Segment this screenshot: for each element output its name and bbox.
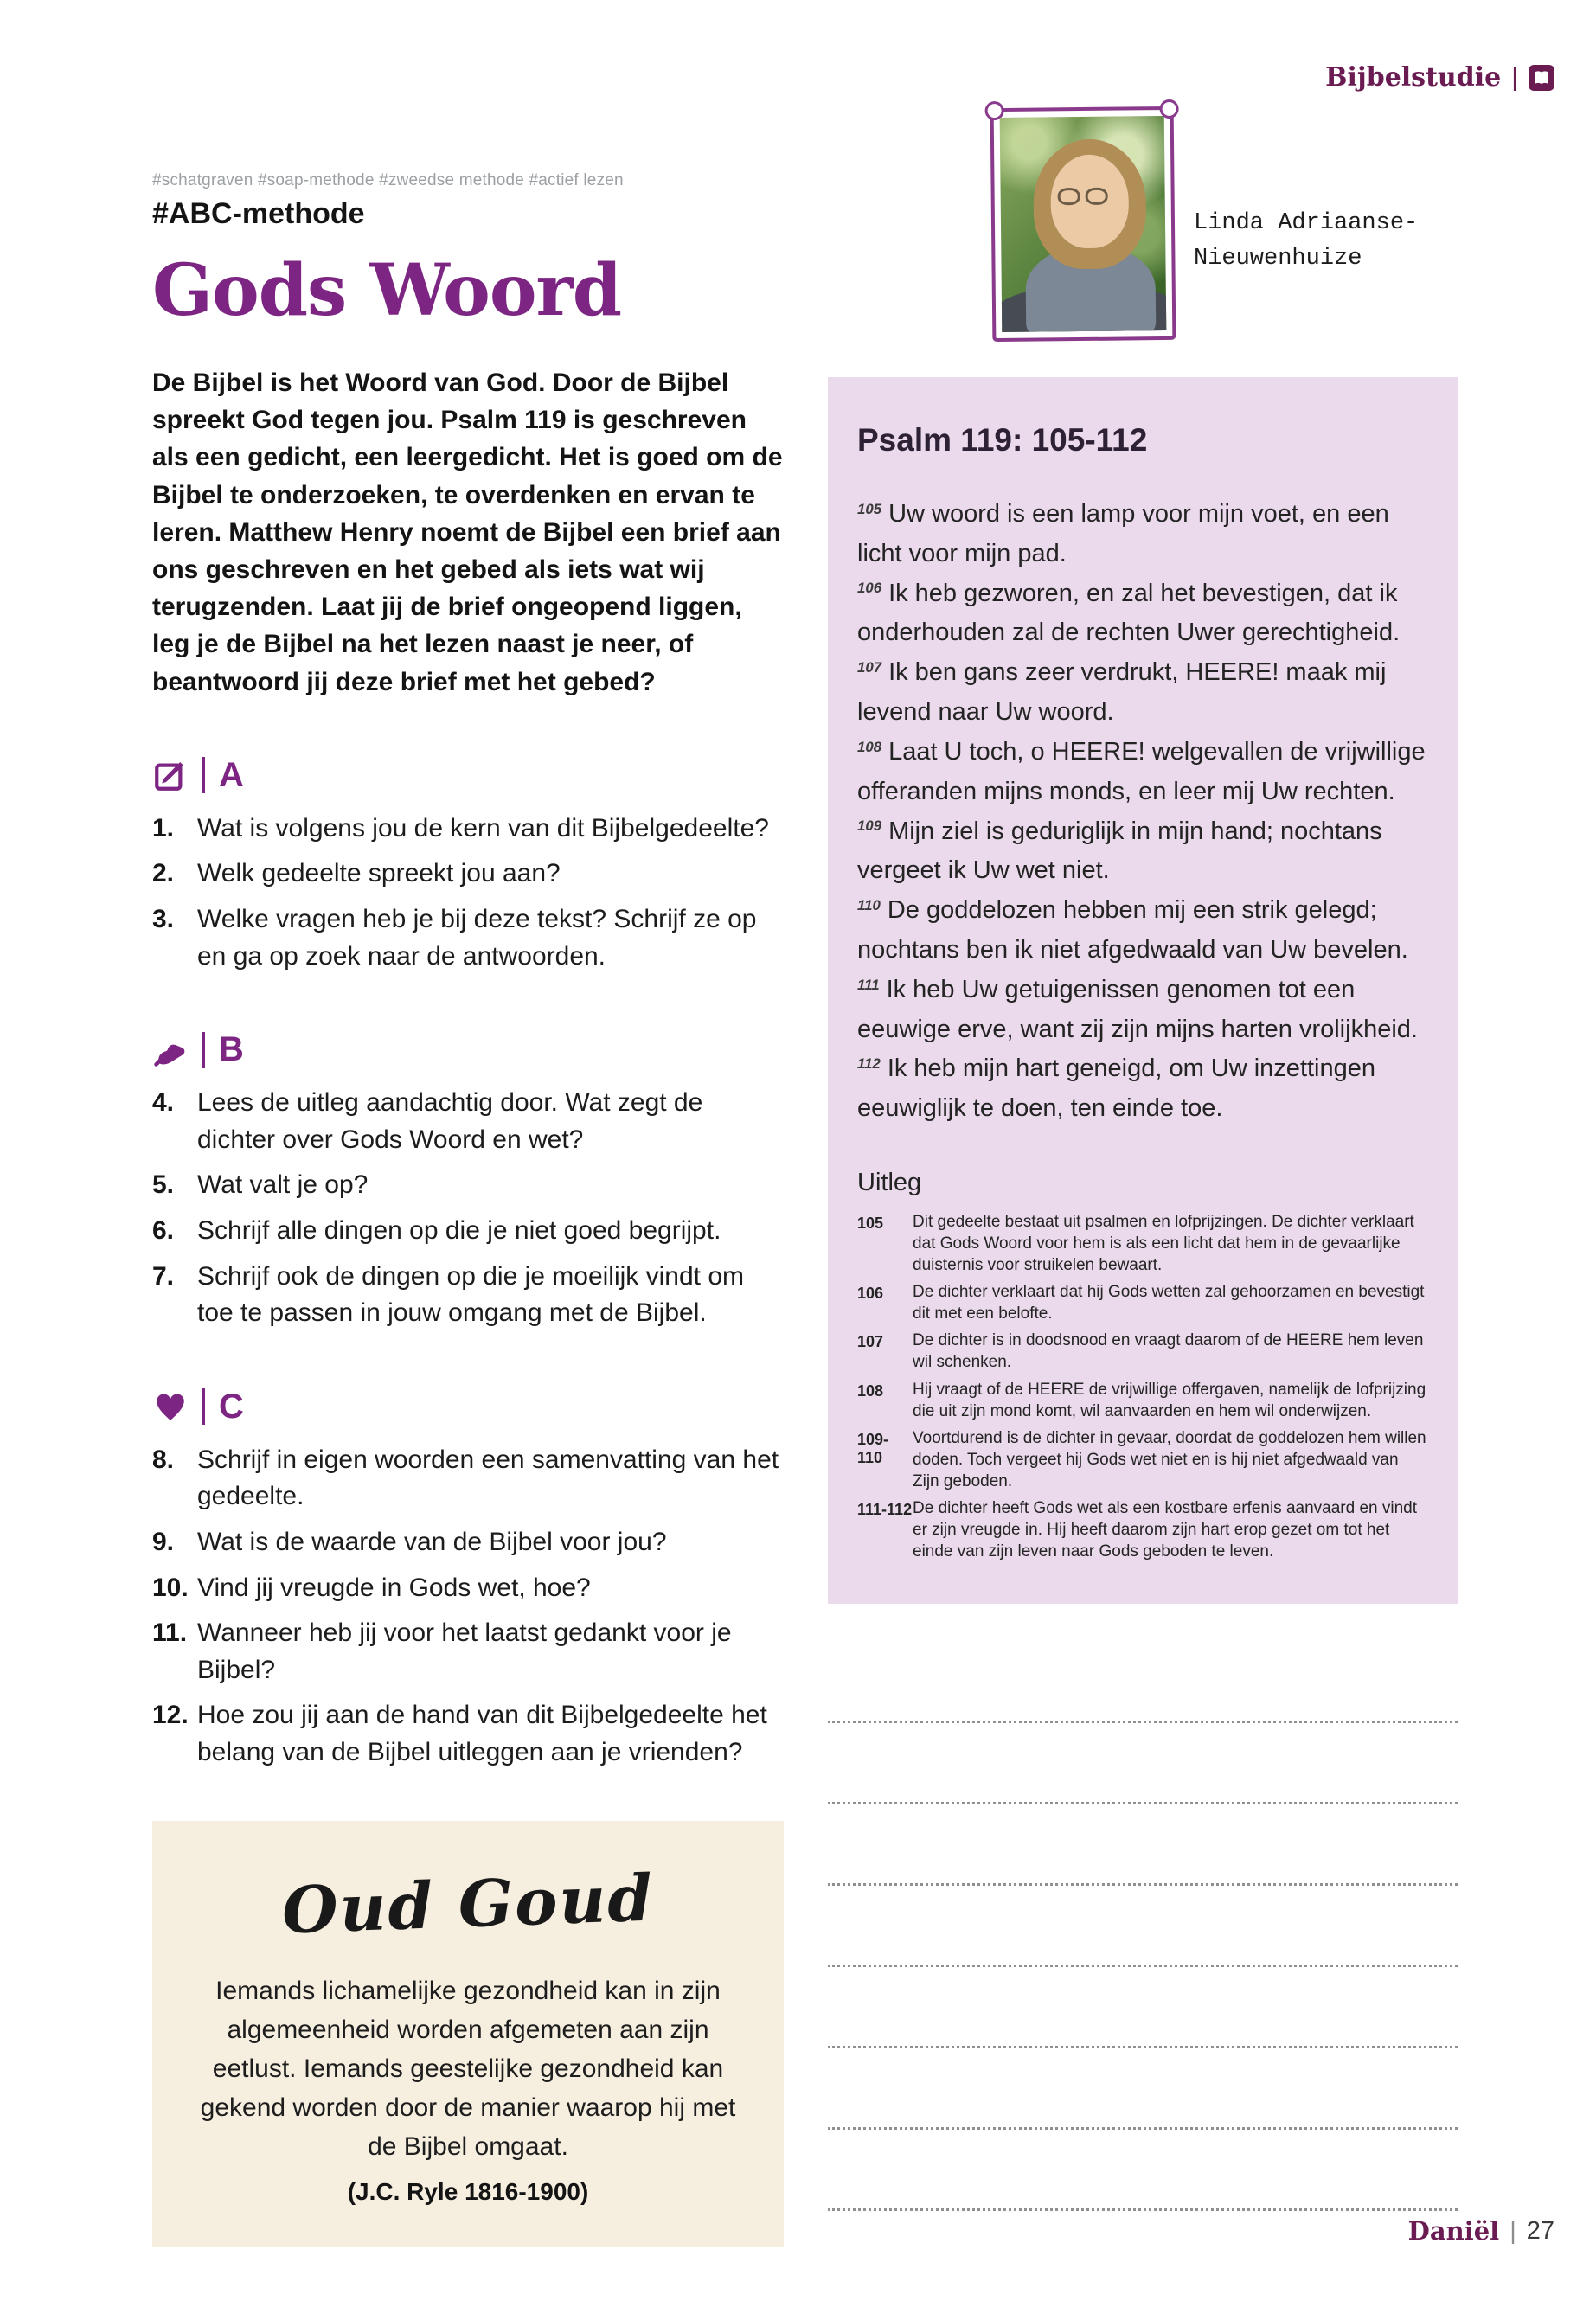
uitleg-row [857,1427,1428,1492]
question-number: 2. [152,859,175,888]
verse-number: 109 [857,817,882,835]
section-a [152,756,784,975]
author-name [1194,206,1418,276]
magazine-logo-icon [1529,65,1554,91]
verse-text: De goddelozen hebben mij een strik gelegd; nochtans ben ik niet afgedwaald van Uw bevelen. [857,896,1408,964]
question-list-b [152,1085,784,1332]
verse-text: Ik ben gans zeer verdrukt, HEERE! maak mij levend naar Uw woord. [857,658,1387,727]
question-item [152,1213,784,1250]
uitleg-text: De dichter heeft Gods wet als een kostbare erfenis aanvaard en vindt er zijn vreugde in. Hij heeft daarom zijn hart erop gezet om tot het einde van zijn leven naar Gods geboden te leven. [913,1498,1418,1561]
uitleg-row [857,1379,1428,1422]
uitleg-ref: 108 [857,1381,884,1400]
article-title: Gods Woord [152,249,622,332]
question-text: Hoe zou jij aan de hand van dit Bijbelgedeelte het belang van de Bijbel uitleggen aan je vrienden? [197,1701,767,1766]
question-list-a [152,811,784,975]
verse-text: Laat U toch, o HEERE! welgevallen de vrijwillige offeranden mijns monds, en leer mij Uw rechten. [857,737,1426,805]
question-item [152,901,784,975]
question-number: 8. [152,1445,175,1474]
psalm-box-title: Psalm 119: 105-112 [857,422,1148,458]
uitleg-text: De dichter is in doodsnood en vraagt daarom of de HEERE hem leven wil schenken. [913,1331,1424,1372]
section-divider [202,1388,205,1425]
question-text: Welk gedeelte spreekt jou aan? [197,859,561,888]
question-text: Wat is volgens jou de kern van dit Bijbelgedeelte? [197,813,769,843]
verse-text: Ik heb Uw getuigenissen genomen tot een eeuwige erve, want zij zijn mijns harten vrolijkheid. [857,975,1418,1043]
psalm-verse [857,495,1428,574]
question-number: 3. [152,904,175,933]
uitleg-ref: 107 [857,1333,884,1351]
question-text: Wanneer heb jij voor het laatst gedankt voor je Bijbel? [197,1618,732,1684]
footer-page-number: 27 [1526,2216,1554,2245]
question-list-c [152,1442,784,1772]
hashtag-method: #ABC-methode [152,197,365,230]
page-header [1325,62,1554,93]
question-item [152,1259,784,1332]
verse-text: Mijn ziel is geduriglijk in mijn hand; nochtans vergeet ik Uw wet niet. [857,817,1382,885]
uitleg-text: Hij vraagt of de HEERE de vrijwillige offergaven, namelijk de lofprijzing die uit zijn mond komt, wil aanvaarden en hem wil onderwijzen. [913,1380,1426,1420]
verse-number: 110 [857,896,881,913]
header-label: Bijbelstudie [1325,62,1502,93]
note-line [828,1642,1458,1723]
question-text: Schrijf alle dingen op die je niet goed begrijpt. [197,1215,721,1245]
portrait-photo-frame [990,106,1176,342]
uitleg-ref: 109-110 [857,1430,889,1466]
uitleg-row [857,1330,1428,1373]
portrait-glasses [1058,188,1122,208]
question-number: 6. [152,1215,175,1245]
uitleg-text: Voortdurend is de dichter in gevaar, doordat de goddelozen hem willen doden. Toch vergeet hij Gods wet niet en is hij niet afgedwaald van Zijn geboden. [913,1428,1426,1490]
quote-box [152,1821,784,2247]
psalm-verse [857,574,1428,654]
uitleg-row [857,1211,1428,1276]
section-b-header [152,1030,784,1069]
page-footer [1408,2216,1554,2246]
right-column [828,377,1458,2211]
note-line [828,1804,1458,1886]
hashtags-secondary: #schatgraven #soap-methode #zweedse methode #actief lezen [152,171,624,189]
question-text: Welke vragen heb je bij deze tekst? Schrijf ze op en ga op zoek naar de antwoorden. [197,904,757,971]
note-line [828,2048,1458,2130]
question-item [152,1697,784,1771]
header-separator: | [1511,62,1518,92]
note-line [828,1886,1458,1967]
section-divider [202,757,205,793]
verse-number: 106 [857,580,882,597]
verse-text: Ik heb mijn hart geneigd, om Uw inzettingen eeuwiglijk te doen, ten einde toe. [857,1054,1376,1123]
note-line [828,1723,1458,1804]
verse-number: 112 [857,1055,881,1073]
note-line [828,1967,1458,2048]
uitleg-row [857,1497,1428,1562]
question-number: 11. [152,1618,188,1648]
article-intro: De Bijbel is het Woord van God. Door de Bijbel spreekt God tegen jou. Psalm 119 is geschreven als een gedicht, een leergedicht. Het is goed om de Bijbel te onderzoeken, te overdenken en ervan te leren. Matthew Henry noemt de Bijbel een brief aan ons geschreven en het gebed als iets wat wij terugzenden. Laat jij de brief ongeopend liggen, leg je de Bijbel na het lezen naast je neer, of beantwoord jij deze brief met het gebed? [152,369,783,696]
question-number: 7. [152,1261,175,1291]
psalm-verse [857,1049,1428,1129]
question-item [152,1167,784,1204]
question-number: 9. [152,1527,175,1556]
question-item [152,856,784,893]
uitleg-ref: 106 [857,1285,884,1303]
footer-separator: | [1509,2216,1516,2245]
question-number: 4. [152,1088,175,1118]
verse-text: Uw woord is een lamp voor mijn voet, en een licht voor mijn pad. [857,500,1389,567]
question-number: 1. [152,813,175,843]
question-text: Wat valt je op? [197,1170,369,1200]
quote-attribution: (J.C. Ryle 1816-1900) [347,2178,589,2206]
footer-book-title: Daniël [1407,2216,1500,2246]
writing-hand-icon [152,1032,189,1068]
question-number: 5. [152,1170,175,1200]
section-a-header [152,756,784,795]
left-column [152,171,784,2247]
verse-number: 105 [857,500,882,517]
question-number: 10. [152,1573,189,1602]
author-name-line2: Nieuwenhuize [1194,245,1362,272]
psalm-verse [857,812,1428,892]
question-item [152,1442,784,1516]
question-text: Lees de uitleg aandachtig door. Wat zegt de dichter over Gods Woord en wet? [197,1088,703,1154]
question-item [152,1524,784,1561]
verse-number: 107 [857,659,882,676]
quote-box-title: Oud Goud [280,1861,656,1949]
section-c-header [152,1388,784,1426]
verse-text: Ik heb gezworen, en zal het bevestigen, dat ik onderhouden zal de rechten Uwer gerechtigheid. [857,579,1401,647]
heart-icon [152,1388,189,1425]
question-text: Vind jij vreugde in Gods wet, hoe? [197,1573,591,1602]
section-letter: C [219,1387,244,1426]
question-item [152,1085,784,1158]
question-item [152,1570,784,1607]
uitleg-text: Dit gedeelte bestaat uit psalmen en lofprijzingen. De dichter verklaart dat Gods Woord voor hem is als een licht dat hem in de gevaarlijke duisternis voor struikelen bewaart. [913,1213,1414,1275]
uitleg-title: Uitleg [857,1169,922,1196]
psalm-box [828,377,1458,1604]
question-number: 12. [152,1701,189,1730]
author-name-line1: Linda Adriaanse- [1194,210,1419,236]
question-item [152,1615,784,1689]
note-line [828,2130,1458,2211]
psalm-verse [857,971,1428,1050]
uitleg-ref: 111-112 [857,1500,913,1518]
section-divider [202,1032,205,1068]
psalm-verse [857,733,1428,812]
question-text: Wat is de waarde van de Bijbel voor jou? [197,1527,667,1556]
section-letter: B [219,1030,244,1069]
portrait-photo [1000,116,1167,332]
uitleg-ref: 105 [857,1215,884,1232]
verse-number: 108 [857,738,882,755]
section-letter: A [219,755,244,794]
quote-box-text: Iemands lichamelijke gezondheid kan in zijn algemeenheid worden afgemeten aan zijn eetlust. Iemands geestelijke gezondheid kan gekend worden door de manier waarop hij met de Bijbel omgaat. [200,1977,736,2162]
uitleg-row [857,1281,1428,1324]
psalm-verse [857,891,1428,971]
pencil-square-icon [152,757,189,793]
verse-number: 111 [857,976,880,993]
uitleg-text: De dichter verklaart dat hij Gods wetten zal gehoorzamen en bevestigt dit met een belofte. [913,1283,1425,1324]
notes-area [828,1642,1458,2211]
section-b [152,1030,784,1332]
psalm-verse [857,653,1428,733]
question-text: Schrijf ook de dingen op die je moeilijk vindt om toe te passen in jouw omgang met de Bijbel. [197,1261,745,1328]
section-c [152,1388,784,1772]
question-text: Schrijf in eigen woorden een samenvatting van het gedeelte. [197,1445,779,1511]
question-item [152,811,784,848]
